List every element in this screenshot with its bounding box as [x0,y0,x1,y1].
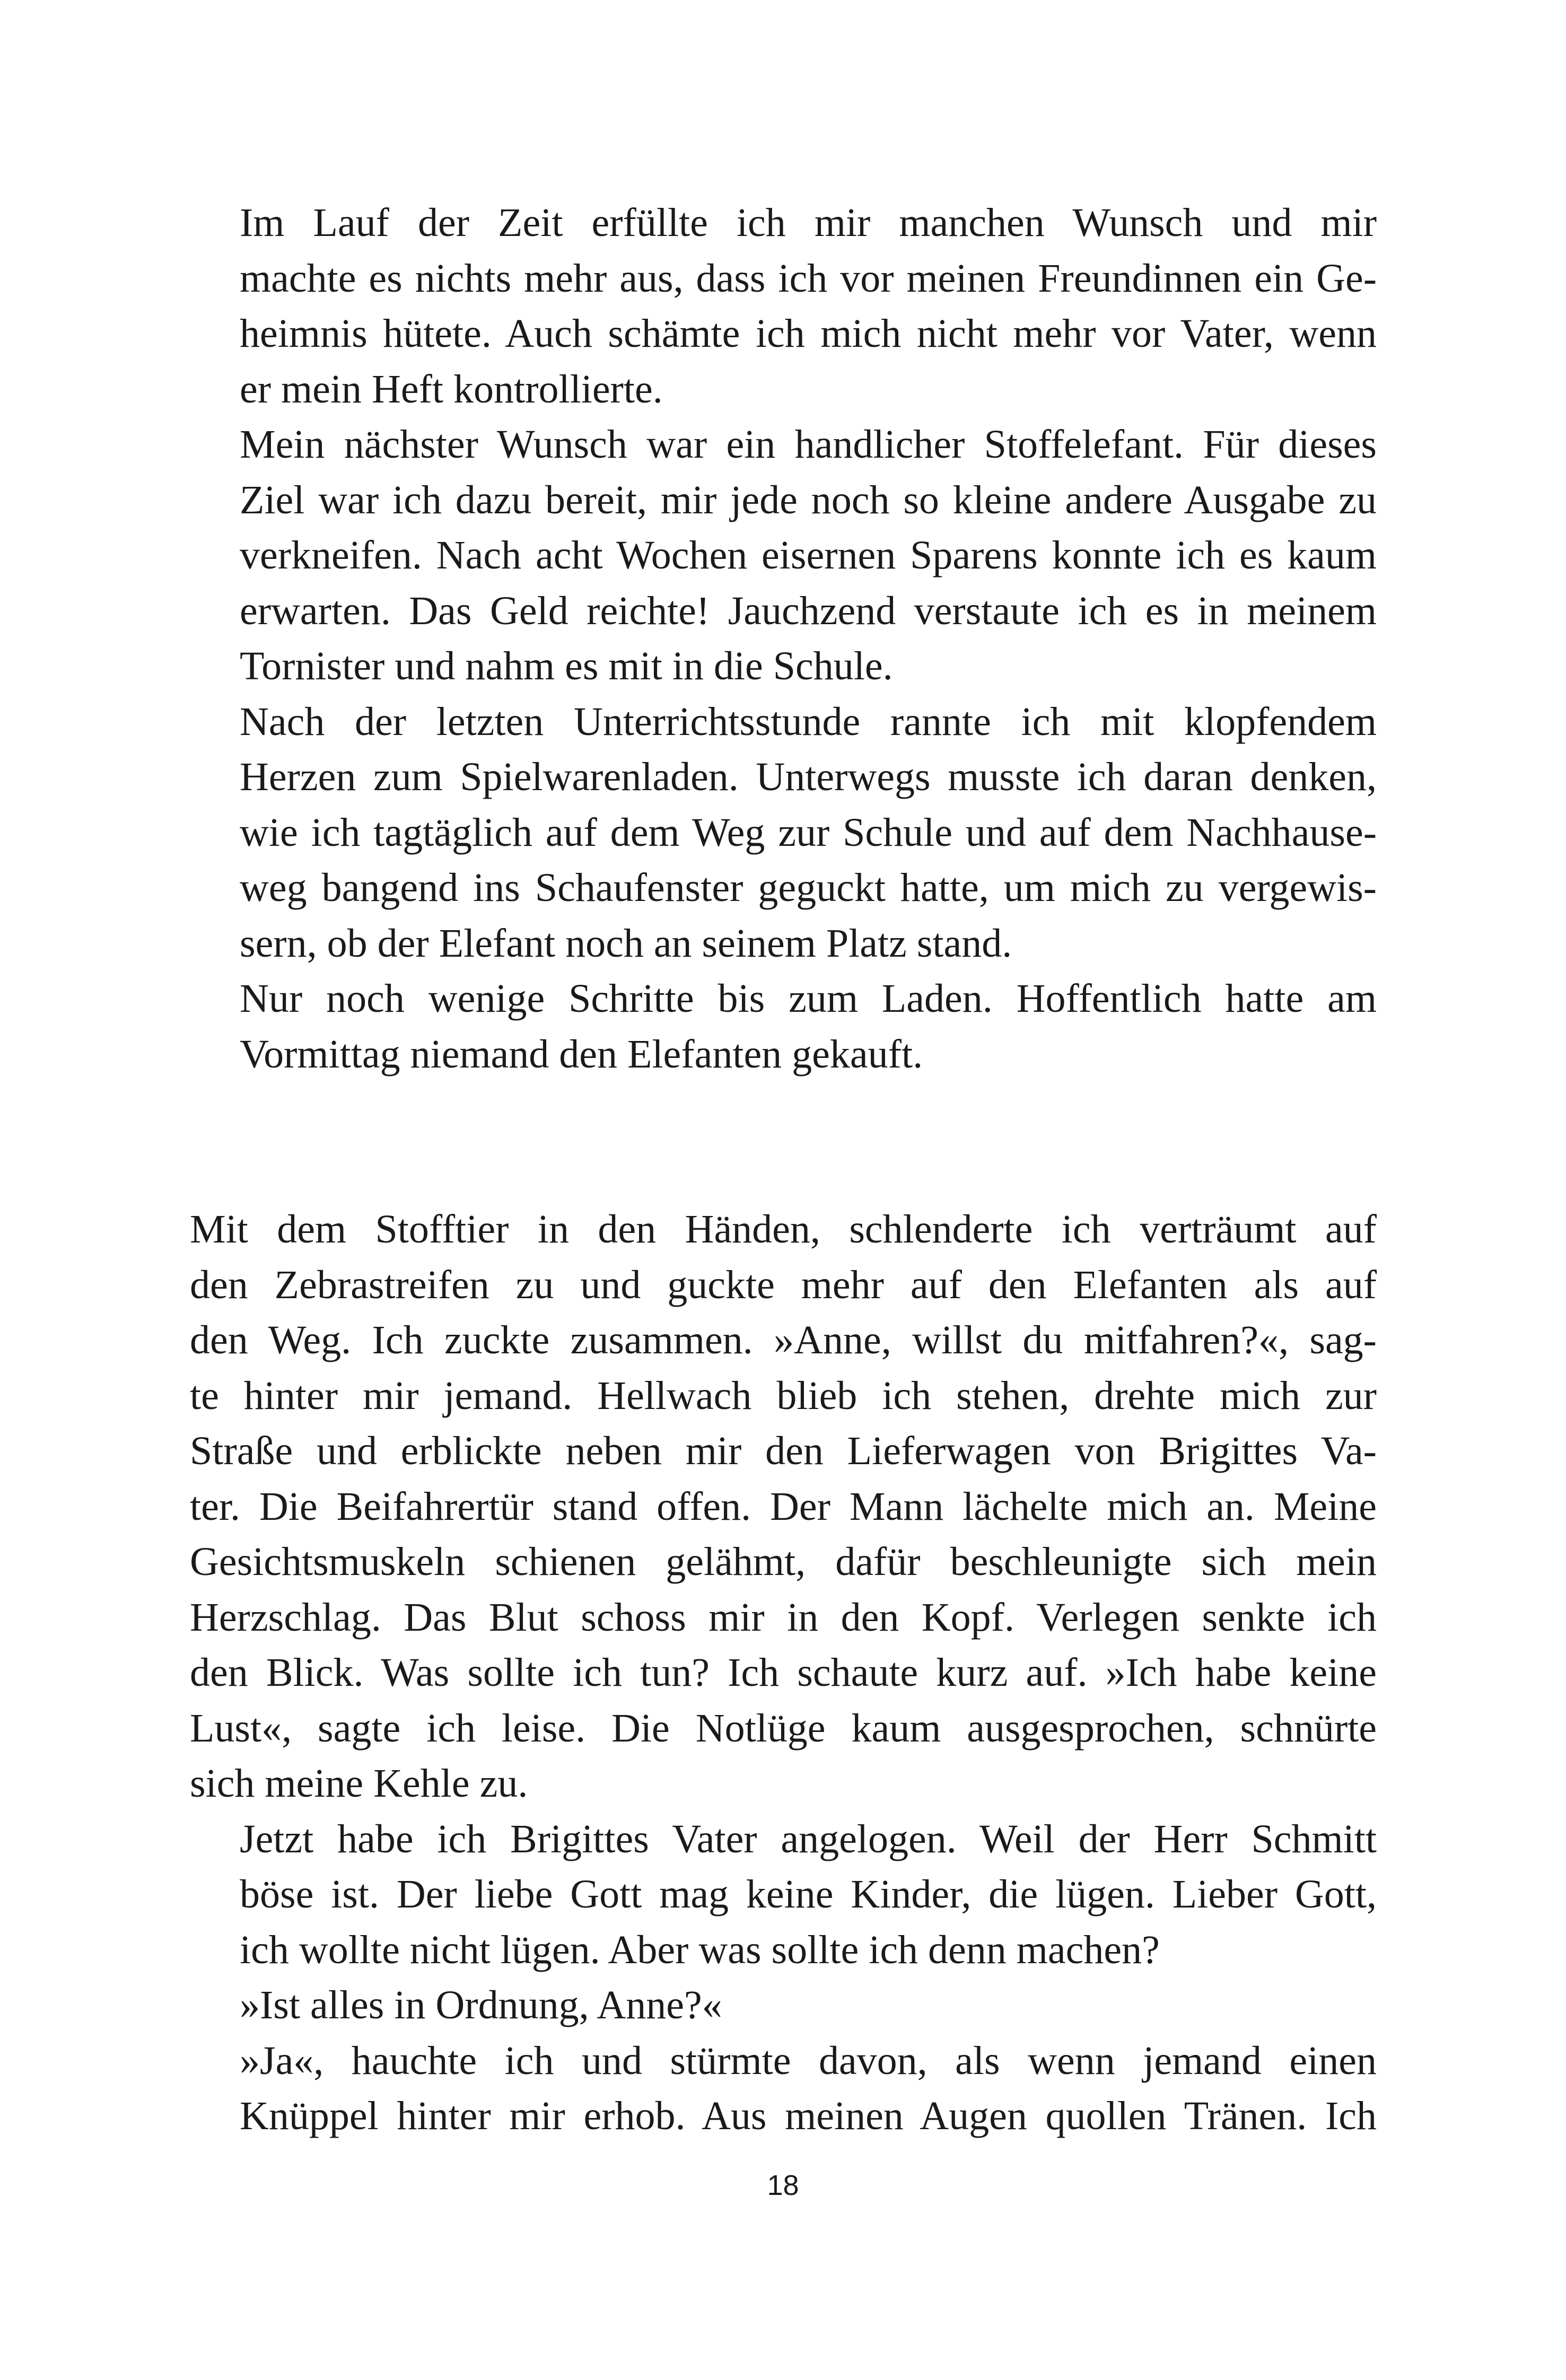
paragraph [190,971,1377,1082]
text-section-1 [190,195,1377,1082]
text-line: Im Lauf der Zeit erfüllte ich mir manchen Wunsch und mir [240,200,1377,245]
text-line: Nach der letzten Unterrichtsstunde rannte ich mit klopfendem [240,699,1377,744]
text-line: den Zebrastreifen zu und guckte mehr auf den Elefanten als auf [190,1262,1377,1307]
text-line: erwarten. Das Geld reichte! Jauchzend verstaute ich es in meinem [240,588,1377,633]
text-line: Mit dem Stofftier in den Händen, schlenderte ich verträumt auf [190,1207,1377,1252]
text-line: ter. Die Beifahrertür stand offen. Der Mann lächelte mich an. Meine [190,1484,1377,1529]
text-line: Herzen zum Spielwarenladen. Unterwegs musste ich daran denken, [240,755,1377,799]
text-line: Nur noch wenige Schritte bis zum Laden. Hoffentlich hatte am [240,976,1377,1021]
text-section-2 [190,1202,1377,2144]
text-line: »Ist alles in Ordnung, Anne?« [240,1983,722,2027]
paragraph [190,1978,1377,2033]
text-line: sern, ob der Elefant noch an seinem Platz stand. [240,921,1012,966]
text-line: Ziel war ich dazu bereit, mir jede noch so kleine andere Ausgabe zu [240,477,1377,522]
text-line: er mein Heft kontrollierte. [240,366,663,412]
text-line: sich meine Kehle zu. [190,1761,528,1806]
text-line: Knüppel hinter mir erhob. Aus meinen Augen quollen Tränen. Ich [240,2094,1377,2138]
text-line: verkneifen. Nach acht Wochen eisernen Sparens konnte ich es kaum [240,533,1377,578]
text-line: Mein nächster Wunsch war ein handlicher Stoffelefant. Für dieses [240,422,1377,467]
text-line: Lust«, sagte ich leise. Die Notlüge kaum ausgesprochen, schnürte [190,1705,1377,1751]
text-line: den Weg. Ich zuckte zusammen. »Anne, willst du mitfahren?«, sag- [190,1318,1377,1362]
text-line: weg bangend ins Schaufenster geguckt hatte, um mich zu vergewis- [240,865,1377,910]
text-line: Straße und erblickte neben mir den Lieferwagen von Brigittes Va- [190,1429,1377,1473]
text-line: te hinter mir jemand. Hellwach blieb ich stehen, drehte mich zur [190,1373,1377,1418]
text-line: machte es nichts mehr aus, dass ich vor meinen Freundinnen ein Ge- [240,256,1377,301]
text-line: böse ist. Der liebe Gott mag keine Kinder, die lügen. Lieber Gott, [240,1872,1377,1917]
paragraph [190,1202,1377,1812]
text-line: Herzschlag. Das Blut schoss mir in den Kopf. Verlegen senkte ich [190,1595,1377,1640]
paragraph [190,2033,1377,2144]
paragraph [190,417,1377,694]
text-line: »Ja«, hauchte ich und stürmte davon, als wenn jemand einen [240,2038,1377,2083]
text-line: den Blick. Was sollte ich tun? Ich schaute kurz auf. »Ich habe keine [190,1650,1377,1695]
paragraph [190,1812,1377,1978]
paragraph [190,195,1377,417]
text-line: Vormittag niemand den Elefanten gekauft. [240,1031,923,1077]
text-line: ich wollte nicht lügen. Aber was sollte ich denn machen? [240,1927,1160,1972]
text-line: Gesichtsmuskeln schienen gelähmt, dafür beschleunigte sich mein [190,1539,1377,1584]
paragraph [190,694,1377,972]
text-line: Jetzt habe ich Brigittes Vater angelogen. Weil der Herr Schmitt [240,1816,1377,1861]
page-number: 18 [767,2169,799,2201]
text-line: heimnis hütete. Auch schämte ich mich nicht mehr vor Vater, wenn [240,311,1377,356]
text-line: wie ich tagtäglich auf dem Weg zur Schule und auf dem Nachhause- [240,810,1377,855]
text-line: Tornister und nahm es mit in die Schule. [240,644,893,688]
